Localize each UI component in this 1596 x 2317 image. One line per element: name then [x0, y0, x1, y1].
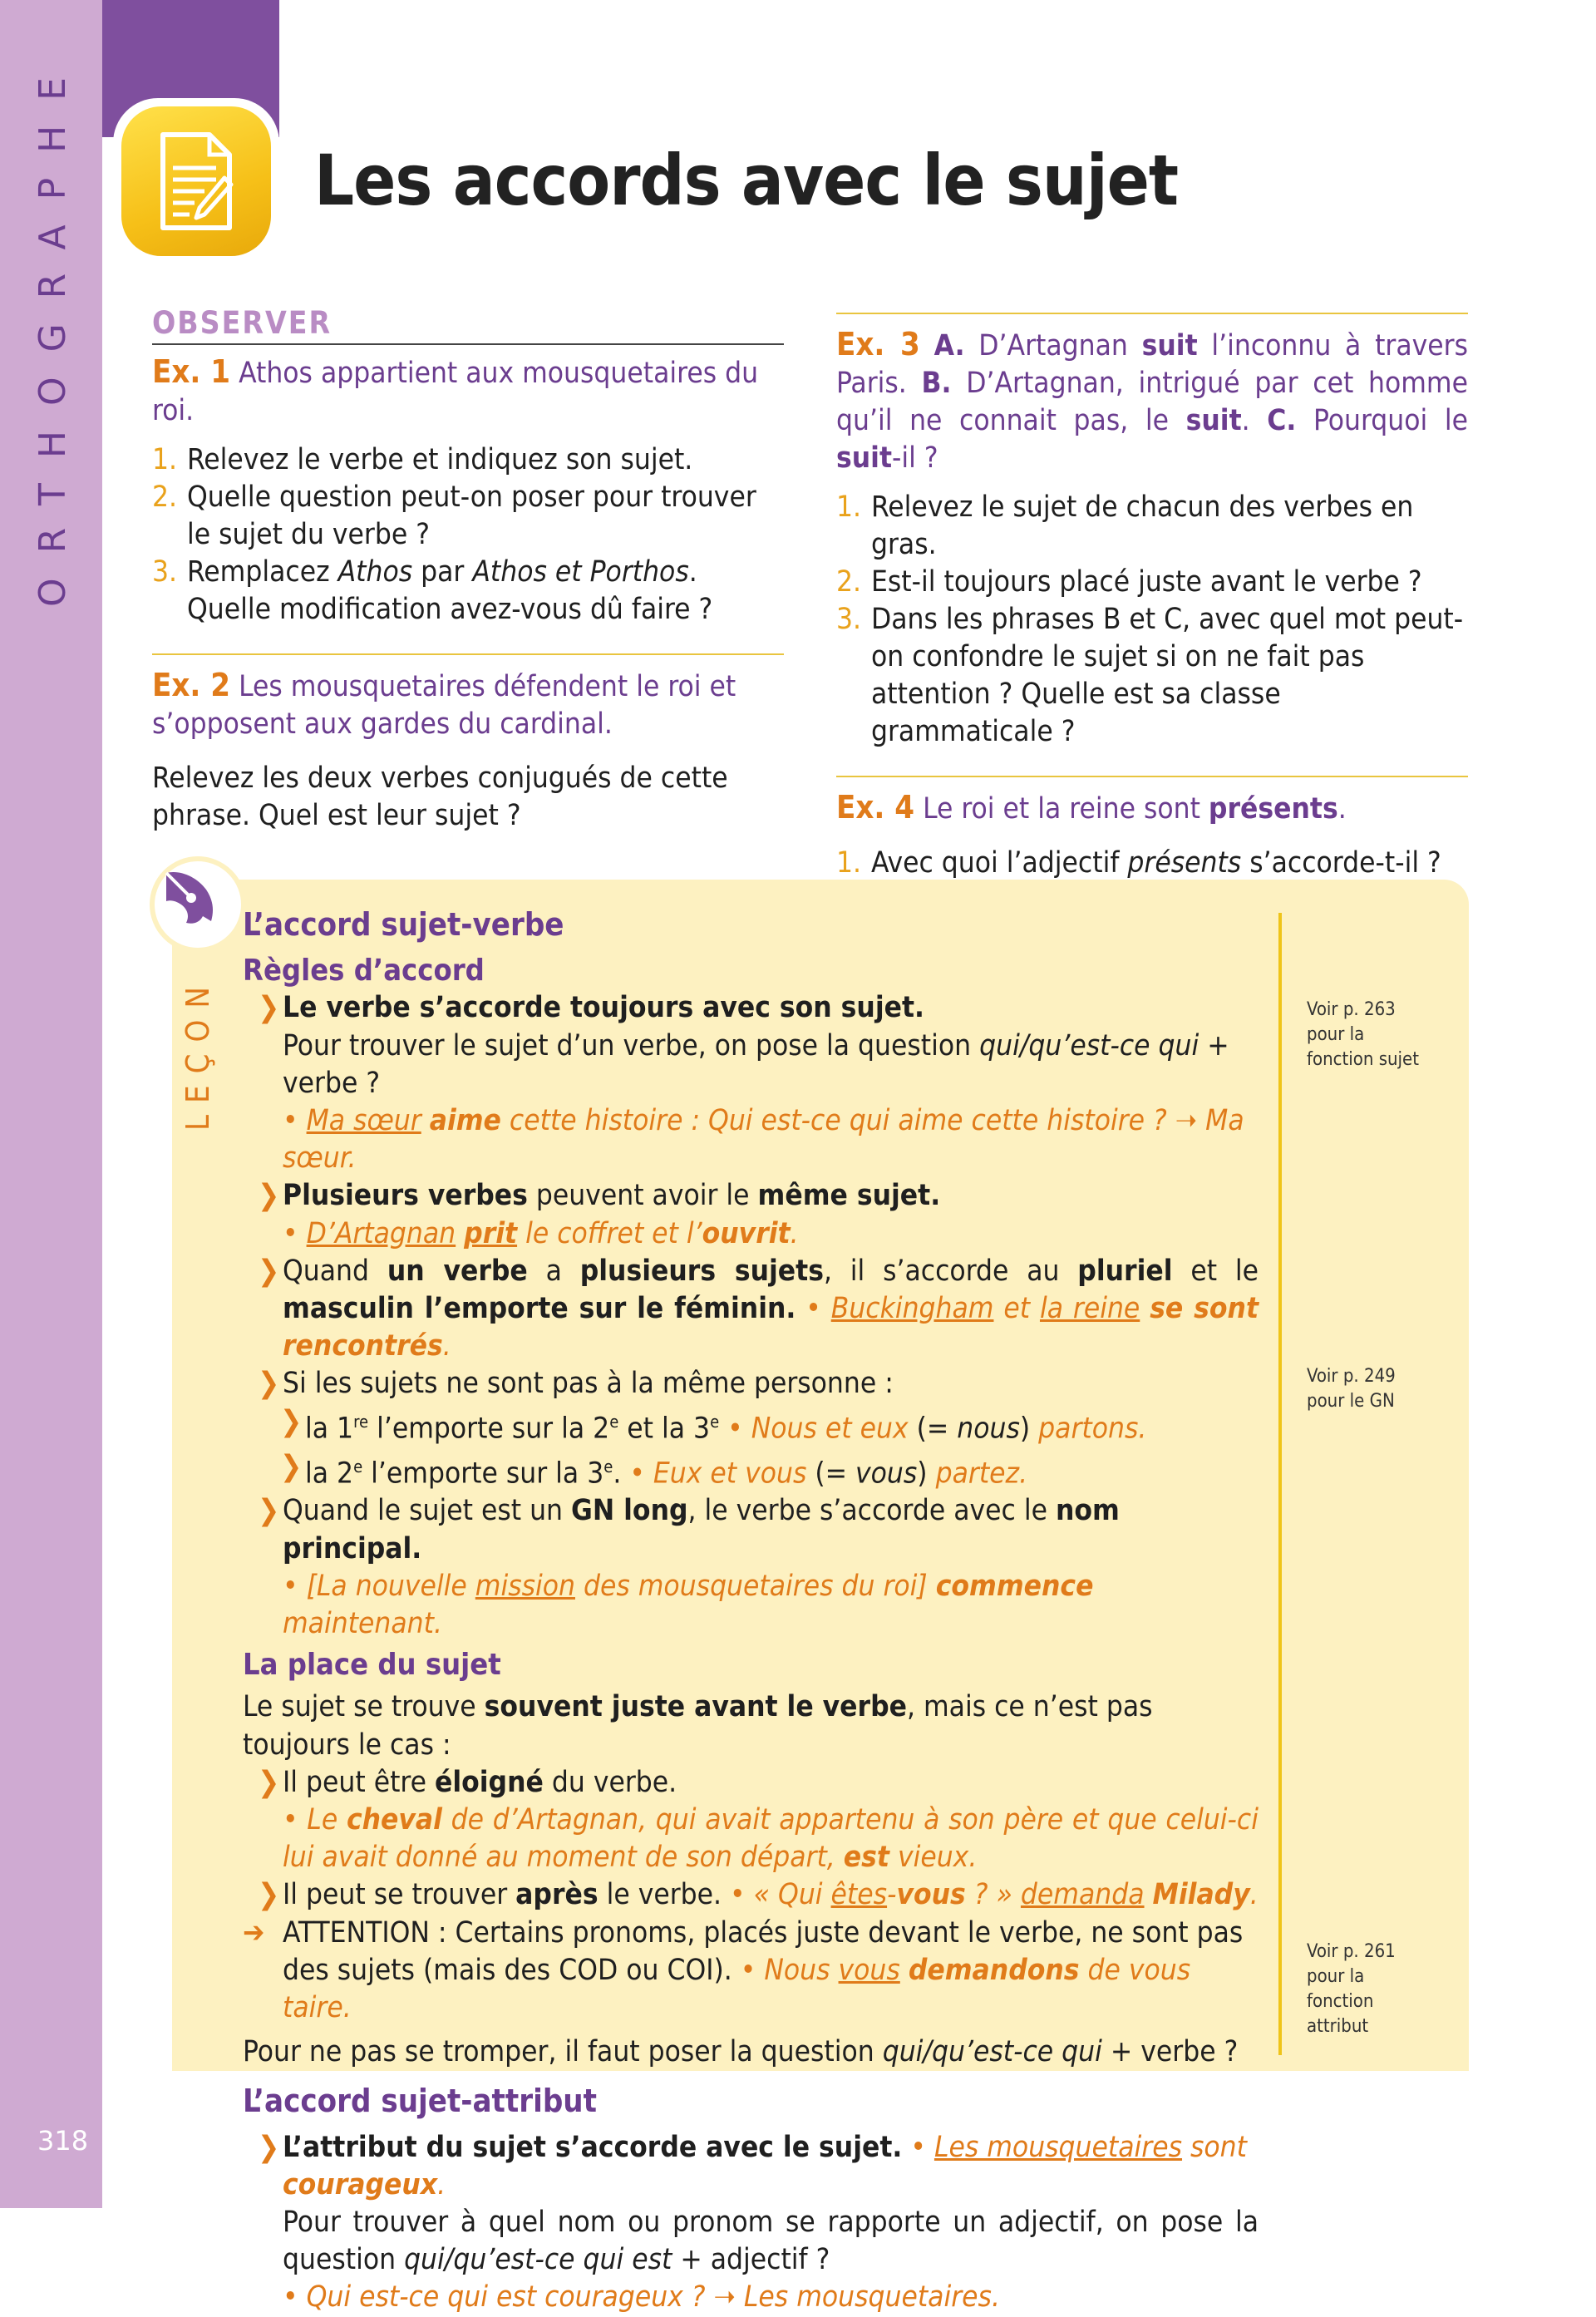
chapter-badge	[113, 98, 279, 264]
rule-1-example: • Ma sœur aime cette histoire : Qui est-ce qui aime cette histoire ? ➝ Ma sœur.	[283, 1104, 1244, 1176]
rule-4a: ❯ la 1re l’emporte sur la 2e et la 3e • Nous et eux (= nous) partons.	[280, 1404, 1147, 1446]
observer-right-column	[836, 313, 1468, 919]
exercise-2: Ex. 2 Les mousquetaires défendent le roi et s’opposent aux gardes du cardinal. Relevez les deux verbes conjugués de cette phrase. Quel est leur sujet ?	[152, 653, 784, 835]
heading-place-du-sujet: La place du sujet	[243, 1648, 501, 1683]
rule-1-detail: Pour trouver le sujet d’un verbe, on pose la question qui/qu’est-ce qui + verbe ?	[283, 1028, 1229, 1100]
rule-4: ❯ Si les sujets ne sont pas à la même personne :	[258, 1367, 894, 1401]
side-note-fonction-sujet: Voir p. 263 pour la fonction sujet	[1307, 999, 1419, 1070]
page-number: 318	[37, 2125, 89, 2157]
list-item: 2. Quelle question peut-on poser pour trouver le sujet du verbe ?	[152, 481, 756, 551]
exercise-1-questions	[152, 441, 784, 629]
exercise-4: Ex. 4 Le roi et la reine sont présents. 1. Avec quoi l’adjectif présents s’accorde-t-il ?	[836, 776, 1468, 919]
rule-5: ❯ Quand le sujet est un GN long, le verbe s’accorde avec le nom principal.	[258, 1494, 1120, 1565]
side-note-gn: Voir p. 249 pour le GN	[1307, 1366, 1396, 1412]
list-item: 3. Dans les phrases B et C, avec quel mot peut-on confondre le sujet si on ne fait pas attention ? Quelle est sa classe grammaticale ?	[836, 603, 1464, 748]
document-pencil-icon	[158, 131, 234, 231]
heading-accord-sujet-attribut: L’accord sujet-attribut	[243, 2083, 597, 2120]
observer-left-column	[152, 304, 784, 835]
list-item: 2. Est-il toujours placé juste avant le verbe ?	[836, 565, 1422, 599]
rule-2-example: • D’Artagnan prit le coffret et l’ouvrit.	[283, 1216, 799, 1250]
list-item: 1. Relevez le verbe et indiquez son sujet.	[152, 443, 693, 476]
place-intro: Le sujet se trouve souvent juste avant le verbe, mais ce n’est pas toujours le cas :	[243, 1690, 1153, 1762]
place-1-example: • Le cheval de d’Artagnan, qui avait appartenu à son père et que celui-ci lui avait donné au moment de son départ, est vieux.	[283, 1802, 1259, 1875]
heading-regles-accord: Règles d’accord	[243, 954, 485, 988]
side-note-fonction-attribut: Voir p. 261 pour la fonction attribut	[1307, 1941, 1396, 2037]
exercise-3: Ex. 3 A. D’Artagnan suit l’inconnu à travers Paris. B. D’Artagnan, intrigué par cet homme qu’il ne connait pas, le suit. C. Pourquoi le suit-il ? 1. Relevez le sujet de chacun des verbes en gras. 2. Est-il toujours placé juste avant le verbe ? 3. Dans les phrases B et C, avec quel mot peut-on confondre le sujet si on ne fait pas attention ? Quelle est sa classe grammaticale ?	[836, 313, 1468, 751]
list-item: 1. Relevez le sujet de chacun des verbes en gras.	[836, 491, 1414, 561]
page-title: Les accords avec le sujet	[314, 140, 1178, 221]
rule-4b: ❯ la 2e l’emporte sur la 3e. • Eux et vous (= vous) partez.	[280, 1449, 1028, 1491]
heading-accord-sujet-verbe: L’accord sujet-verbe	[243, 906, 564, 943]
rule-5-example: • [La nouvelle mission des mousquetaires du roi] commence maintenant.	[283, 1569, 1094, 1640]
rule-1: ❯ Le verbe s’accorde toujours avec son sujet.	[258, 991, 924, 1025]
lesson-icon	[150, 856, 246, 953]
place-2: ❯ Il peut se trouver après le verbe. • « Qui êtes-vous ? » demanda Milady.	[258, 1878, 1259, 1912]
attribut-example: • Qui est-ce qui est courageux ? ➝ Les mousquetaires.	[283, 2280, 1000, 2315]
list-item: 1. Avec quoi l’adjectif présents s’accorde-t-il ?	[836, 846, 1441, 880]
attention-note: ➔ ATTENTION : Certains pronoms, placés juste devant le verbe, ne sont pas des sujets (mais des COD ou COI). • Nous vous demandons de vous taire.	[243, 1915, 1244, 2024]
sidebar-section-label: ORTHOGRAPHE	[32, 52, 74, 607]
attribut-rule: ❯ L’attribut du sujet s’accorde avec le sujet. • Les mousquetaires sont courageux.	[258, 2130, 1247, 2201]
observer-heading: OBSERVER	[152, 304, 784, 345]
lesson-label: LEÇON	[180, 975, 216, 1131]
place-1: ❯ Il peut être éloigné du verbe.	[258, 1765, 677, 1799]
lesson-body	[243, 906, 1259, 2317]
margin-divider	[1278, 913, 1282, 2055]
exercise-3-questions	[836, 489, 1468, 751]
rule-2: ❯ Plusieurs verbes peuvent avoir le même sujet.	[258, 1179, 941, 1213]
rule-3: ❯ Quand un verbe a plusieurs sujets, il s’accorde au pluriel et le masculin l’emporte sur le féminin. • Buckingham et la reine se sont rencontrés.	[258, 1254, 1259, 1363]
attribut-detail: Pour trouver à quel nom ou pronom se rapporte un adjectif, on pose la question qui/qu’est-ce qui est + adjectif ?	[283, 2206, 1259, 2277]
exercise-1: Ex. 1 Athos appartient aux mousquetaires du roi.	[152, 353, 759, 427]
tip-line: Pour ne pas se tromper, il faut poser la question qui/qu’est-ce qui + verbe ?	[243, 2035, 1239, 2069]
quill-nib-icon	[155, 861, 231, 938]
list-item: 3. Remplacez Athos par Athos et Porthos. Quelle modification avez-vous dû faire ?	[152, 555, 713, 626]
